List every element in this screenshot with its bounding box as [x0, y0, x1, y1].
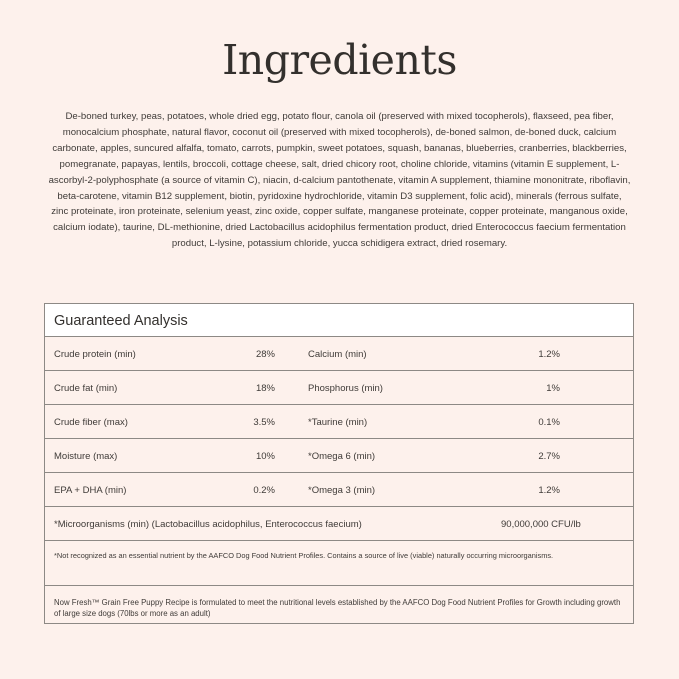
table-row	[45, 473, 633, 507]
nutrient-value: 3.5%	[253, 417, 275, 428]
nutrient-value: 18%	[255, 383, 275, 394]
nutrient-value: 1%	[546, 383, 560, 394]
nutrient-label: Calcium (min)	[308, 349, 367, 360]
ingredients-list: De-boned turkey, peas, potatoes, whole dried egg, potato flour, canola oil (preserved with mixed tocopherols), flaxseed, pea fiber, monocalcium phosphate, natural flavor, coconut oil (preserved with mixed tocopherols), de-boned salmon, de-boned duck, calcium carbonate, apples, suncured alfalfa, tomato, carrots, pumpkin, sweet potatoes, squash, bananas, blueberries, cranberries, blackberries, pomegranate, papayas, lentils, broccoli, cottage cheese, salt, dried chicory root, choline chloride, vitamins (vitamin E supplement, L-ascorbyl-2-polyphosphate (a source of vitamin C), niacin, d-calcium pantothenate, vitamin A supplement, thiamine mononitrate, riboflavin, beta-carotene, vitamin B12 supplement, biotin, pyridoxine hydrochloride, vitamin D3 supplement, folic acid), minerals (ferrous sulfate, zinc proteinate, iron proteinate, selenium yeast, zinc oxide, copper sulfate, manganese proteinate, copper proteinate, manganous oxide, calcium iodate), taurine, DL-methionine, dried Lactobacillus acidophilus fermentation product, dried Enterococcus faecium fermentation product, L-lysine, potassium chloride, yucca schidigera extract, dried rosemary.	[48, 111, 631, 250]
nutrient-value: 1.2%	[538, 485, 560, 496]
nutrient-label: *Omega 6 (min)	[308, 451, 376, 462]
table-row	[45, 405, 633, 439]
table-row	[45, 371, 633, 405]
nutrient-label: Crude fat (min)	[54, 383, 118, 394]
nutrient-label: Phosphorus (min)	[308, 383, 383, 394]
guaranteed-analysis-panel	[44, 303, 634, 624]
microorganisms-row	[45, 507, 633, 541]
footnote: *Not recognized as an essential nutrient by the AAFCO Dog Food Nutrient Profiles. Contains a source of live (viable) naturally occurring microorganisms.	[45, 541, 633, 586]
page-title: Ingredients	[222, 36, 457, 84]
nutrient-label: EPA + DHA (min)	[54, 485, 127, 496]
table-row	[45, 337, 633, 371]
nutrient-value: 0.1%	[538, 417, 560, 428]
nutrient-label: *Taurine (min)	[308, 417, 368, 428]
nutrient-value: 10%	[255, 451, 275, 462]
microorganisms-label: *Microorganisms (min) (Lactobacillus acidophilus, Enterococcus faecium)	[54, 519, 362, 530]
nutrient-label: Moisture (max)	[54, 451, 118, 462]
table-row	[45, 439, 633, 473]
nutrient-label: Crude protein (min)	[54, 349, 136, 360]
analysis-heading: Guaranteed Analysis	[45, 304, 633, 337]
nutrient-label: Crude fiber (max)	[54, 417, 128, 428]
nutrient-value: 0.2%	[253, 485, 275, 496]
nutrient-value: 2.7%	[538, 451, 560, 462]
microorganisms-value: 90,000,000 CFU/lb	[501, 519, 581, 530]
nutrient-label: *Omega 3 (min)	[308, 485, 376, 496]
nutrient-value: 1.2%	[538, 349, 560, 360]
aafco-statement: Now Fresh™ Grain Free Puppy Recipe is formulated to meet the nutritional levels established by the AAFCO Dog Food Nutrient Profiles for Growth including growth of large size dogs (70lbs or more as an adult)	[54, 598, 621, 618]
nutrient-value: 28%	[255, 349, 275, 360]
